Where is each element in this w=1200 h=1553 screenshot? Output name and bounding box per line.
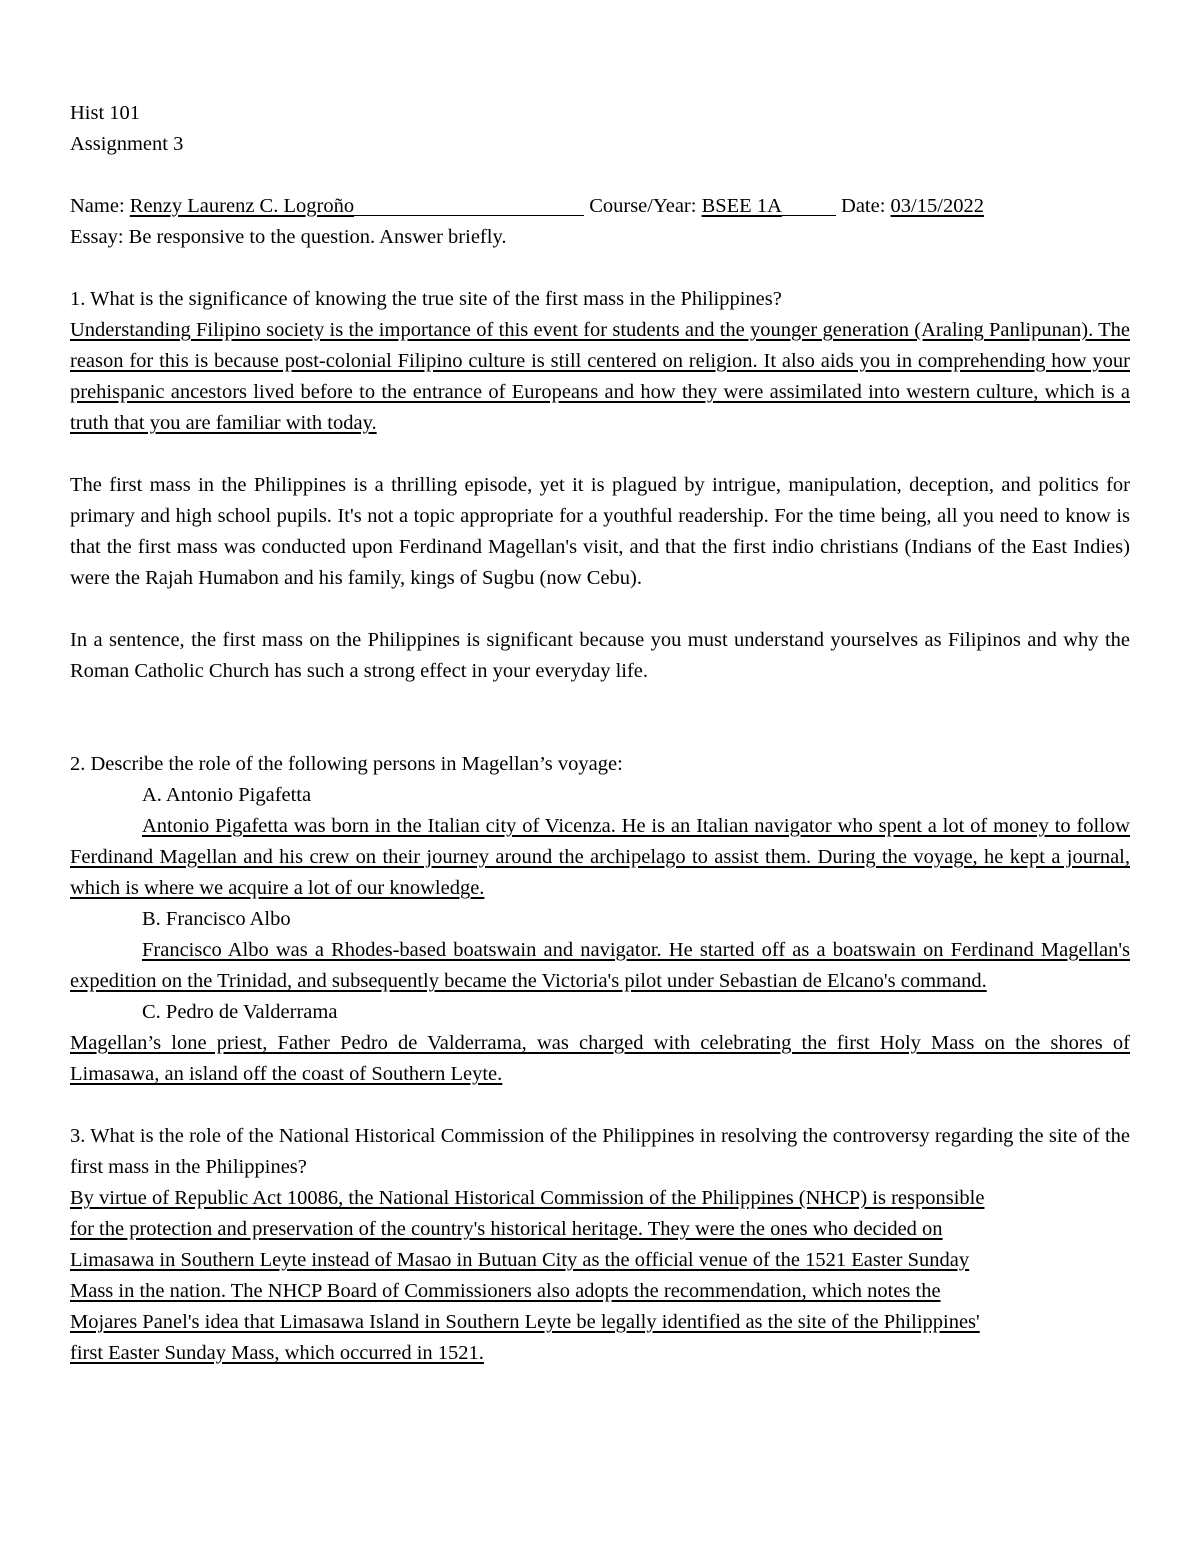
answer-1-paragraph-3: In a sentence, the first mass on the Philippines is significant because you must understand yourselves as Filipinos and why the Roman Catholic Church has such a strong effect in your everyday life. [70, 629, 1130, 682]
person-a-label: A. Antonio Pigafetta [142, 784, 312, 806]
person-b-label: B. Francisco Albo [142, 908, 291, 930]
date-label: Date: [841, 195, 886, 217]
course-year-label: Course/Year: [589, 195, 697, 217]
person-b-answer: Francisco Albo was a Rhodes-based boatswain and navigator. He started off as a boatswain on Ferdinand Magellan's expedition on the Trinidad, and subsequently became the Victoria's pilot under Sebastian de Elcano's command. [70, 939, 1130, 992]
answer-3 [70, 1183, 1130, 1369]
course-year-blank-line [782, 196, 836, 216]
answer-3-line: for the protection and preservation of the country's historical heritage. They were the ones who decided on [70, 1218, 943, 1240]
name-blank-line [354, 196, 584, 216]
answer-1-paragraph-2: The first mass in the Philippines is a thrilling episode, yet it is plagued by intrigue, manipulation, deception, and politics for primary and high school pupils. It's not a topic appropriate for a youthful readership. For the time being, all you need to know is that the first mass was conducted upon Ferdinand Magellan's visit, and that the first indio christians (Indians of the East Indies) were the Rajah Humabon and his family, kings of Sugbu (now Cebu). [70, 474, 1130, 589]
answer-3-line: Mass in the nation. The NHCP Board of Commissioners also adopts the recommendation, which notes the [70, 1280, 941, 1302]
course-code: Hist 101 [70, 102, 141, 124]
date-value: 03/15/2022 [890, 195, 984, 217]
answer-3-line: By virtue of Republic Act 10086, the National Historical Commission of the Philippines (NHCP) is responsible [70, 1187, 985, 1209]
document-page [70, 98, 1130, 1369]
assignment-title: Assignment 3 [70, 133, 184, 155]
essay-instructions: Essay: Be responsive to the question. Answer briefly. [70, 226, 507, 248]
person-c-label: C. Pedro de Valderrama [142, 1001, 338, 1023]
student-info-row [70, 191, 1130, 222]
name-value: Renzy Laurenz C. Logroño [129, 195, 355, 217]
answer-3-line: first Easter Sunday Mass, which occurred in 1521. [70, 1342, 484, 1364]
person-c-answer: Magellan’s lone priest, Father Pedro de Valderrama, was charged with celebrating the first Holy Mass on the shores of Limasawa, an island off the coast of Southern Leyte. [70, 1032, 1130, 1085]
question-2: 2. Describe the role of the following persons in Magellan’s voyage: [70, 753, 623, 775]
answer-1: Understanding Filipino society is the importance of this event for students and the younger generation (Araling Panlipunan). The reason for this is because post-colonial Filipino culture is still centered on religion. It also aids you in comprehending how your prehispanic ancestors lived before to the entrance of Europeans and how they were assimilated into western culture, which is a truth that you are familiar with today. [70, 319, 1130, 434]
question-3: 3. What is the role of the National Historical Commission of the Philippines in resolving the controversy regarding the site of the first mass in the Philippines? [70, 1125, 1130, 1178]
name-label: Name: [70, 195, 125, 217]
question-1: 1. What is the significance of knowing the true site of the first mass in the Philippines? [70, 288, 782, 310]
course-year-value: BSEE 1A [701, 195, 782, 217]
answer-3-line: Limasawa in Southern Leyte instead of Masao in Butuan City as the official venue of the 1521 Easter Sunday [70, 1249, 970, 1271]
person-a-answer: Antonio Pigafetta was born in the Italian city of Vicenza. He is an Italian navigator who spent a lot of money to follow Ferdinand Magellan and his crew on their journey around the archipelago to assist them. During the voyage, he kept a journal, which is where we acquire a lot of our knowledge. [70, 815, 1130, 899]
answer-3-line: Mojares Panel's idea that Limasawa Island in Southern Leyte be legally identified as the site of the Philippines' [70, 1311, 980, 1333]
